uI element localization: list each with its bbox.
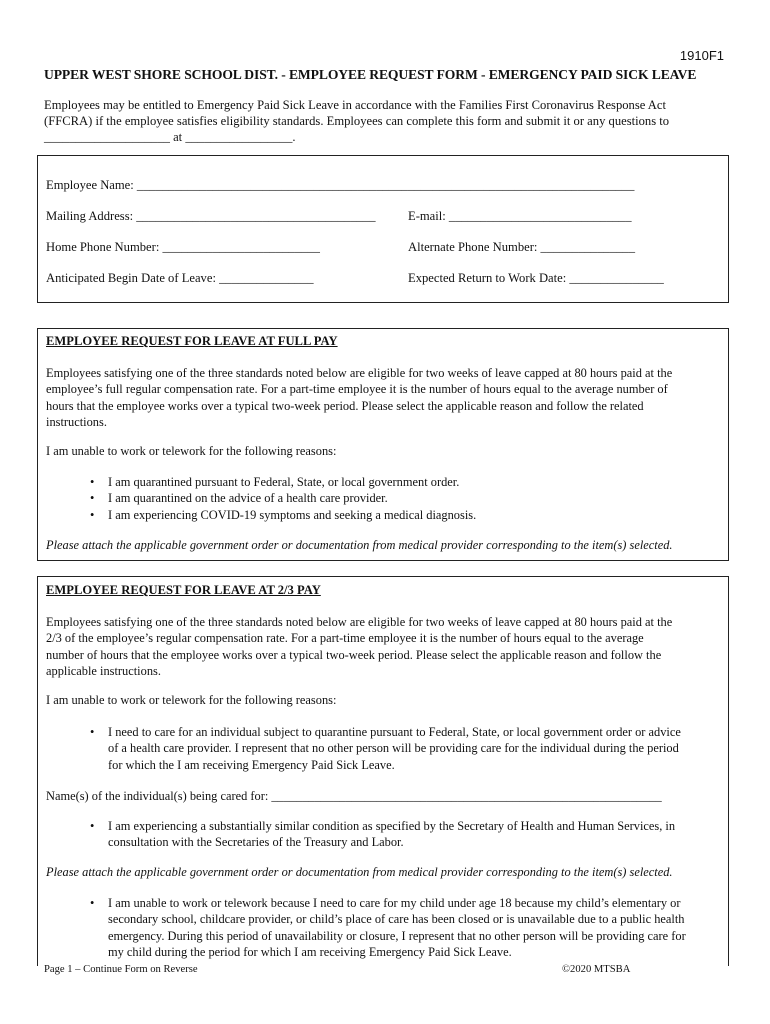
bullet: • xyxy=(90,491,95,506)
form-title: UPPER WEST SHORE SCHOOL DIST. - EMPLOYEE REQUEST FORM - EMERGENCY PAID SICK LEAVE xyxy=(44,67,697,82)
home-phone-field[interactable]: Home Phone Number: _________________________ xyxy=(46,240,320,254)
form-number: 1910F1 xyxy=(679,48,724,63)
description-line: number of hours that the employee works over a typical two-week period. Please select the applicable reason and follow the xyxy=(46,647,662,662)
reason-item[interactable]: • I am experiencing COVID-19 symptoms and seeking a medical diagnosis. xyxy=(90,507,477,522)
intro-paragraph xyxy=(44,97,734,145)
description-line: applicable instructions. xyxy=(46,663,161,678)
two-thirds-reason-1[interactable] xyxy=(90,724,730,773)
full-pay-reasons-intro: I am unable to work or telework for the following reasons: xyxy=(46,444,337,458)
two-thirds-pay-description xyxy=(46,614,722,679)
full-pay-heading: EMPLOYEE REQUEST FOR LEAVE AT FULL PAY xyxy=(46,334,338,348)
description-line: instructions. xyxy=(46,414,107,429)
employee-name-field[interactable]: Employee Name: _______________________________________________________________________________ xyxy=(46,178,635,192)
reason-item[interactable]: • I am quarantined pursuant to Federal, State, or local government order. xyxy=(90,475,460,489)
full-pay-attachment-note: Please attach the applicable government order or documentation from medical provider corresponding to the item(s) selected. xyxy=(46,538,673,552)
bullet: • xyxy=(90,819,95,833)
full-pay-reasons-list xyxy=(90,474,710,523)
bullet: • xyxy=(90,475,95,489)
two-thirds-reason-2[interactable] xyxy=(90,818,730,851)
intro-line: ____________________ at _________________. xyxy=(44,130,296,144)
description-line: 2/3 of the employee’s regular compensation rate. For a part-time employee it is the number of hours equal to the average xyxy=(46,631,644,646)
alternate-phone-field[interactable]: Alternate Phone Number: _______________ xyxy=(408,240,636,254)
bullet: • xyxy=(90,507,95,522)
bullet: • xyxy=(90,725,95,739)
employee-info-box xyxy=(37,155,729,303)
intro-line: (FFCRA) if the employee satisfies eligibility standards. Employees can complete this form and submit it or any questions to xyxy=(44,114,670,128)
return-date-field[interactable]: Expected Return to Work Date: _______________ xyxy=(408,271,664,285)
mailing-address-field[interactable]: Mailing Address: ______________________________________ xyxy=(46,209,376,223)
full-pay-section xyxy=(37,328,729,561)
full-pay-description xyxy=(46,365,722,430)
bullet: • xyxy=(90,896,95,910)
individuals-cared-for-field[interactable]: Name(s) of the individual(s) being cared for: _______________________________________________________________ xyxy=(46,789,662,803)
two-thirds-attachment-note: Please attach the applicable government order or documentation from medical provider corresponding to the item(s) selected. xyxy=(46,865,673,879)
footer-page-note: Page 1 – Continue Form on Reverse xyxy=(44,964,198,975)
description-line: employee’s full regular compensation rate. For a part-time employee it is the number of hours equal to the average number of xyxy=(46,382,668,397)
begin-date-field[interactable]: Anticipated Begin Date of Leave: _______________ xyxy=(46,271,314,285)
reason-item[interactable]: • I need to care for an individual subject to quarantine pursuant to Federal, State, or local government order or advice of a health care provider. I represent that no other person will be providing care for the individual during the period for which the I am receiving Emergency Paid Sick Leave. xyxy=(90,725,681,772)
reason-item[interactable]: • I am quarantined on the advice of a health care provider. xyxy=(90,491,388,506)
description-line: Employees satisfying one of the three standards noted below are eligible for two weeks of leave capped at 80 hours paid at the xyxy=(46,366,673,380)
two-thirds-reason-3[interactable] xyxy=(90,895,730,960)
two-thirds-pay-section xyxy=(37,576,729,966)
description-line: hours that the employee works over a typical two-week period. Please select the applicable reason and follow the related xyxy=(46,398,644,413)
intro-line: Employees may be entitled to Emergency Paid Sick Leave in accordance with the Families First Coronavirus Response Act xyxy=(44,98,666,112)
two-thirds-pay-reasons-intro: I am unable to work or telework for the following reasons: xyxy=(46,693,337,707)
email-field[interactable]: E-mail: _____________________________ xyxy=(408,209,632,223)
two-thirds-pay-heading: EMPLOYEE REQUEST FOR LEAVE AT 2/3 PAY xyxy=(46,583,321,597)
footer-copyright: ©2020 MTSBA xyxy=(562,964,631,975)
description-line: Employees satisfying one of the three standards noted below are eligible for two weeks of leave capped at 80 hours paid at the xyxy=(46,615,673,629)
reason-item[interactable]: • I am unable to work or telework because I need to care for my child under age 18 because my child’s elementary or secondary school, childcare provider, or child’s place of care has been closed or is unavailable due to a public health emergency. During this period of unavailability or closure, I represent that no other person will be providing care for my child during the period for which I am receiving Emergency Paid Sick Leave. xyxy=(90,896,686,959)
reason-item[interactable]: • I am experiencing a substantially similar condition as specified by the Secretary of Health and Human Services, in consultation with the Secretaries of the Treasury and Labor. xyxy=(90,819,676,850)
